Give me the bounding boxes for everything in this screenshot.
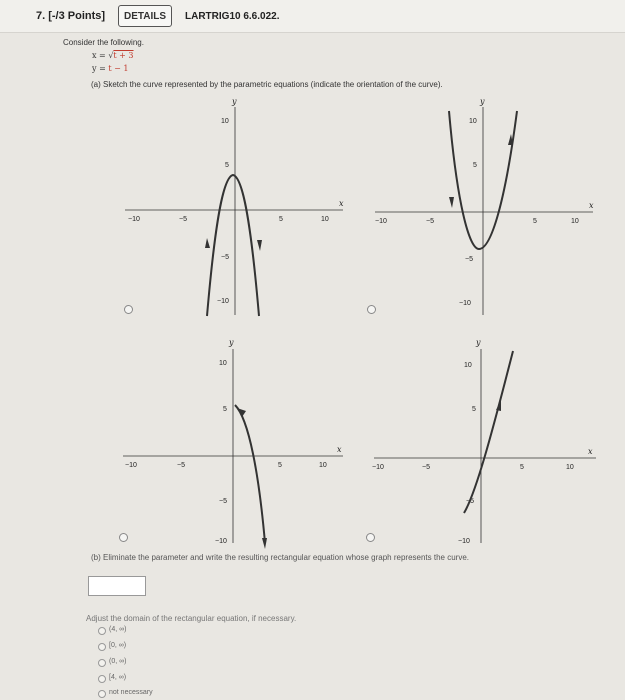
curve-4 [464,351,513,513]
svg-text:−5: −5 [219,498,227,505]
svg-text:10: 10 [464,362,472,369]
question-body [0,33,625,700]
question-header [0,0,625,33]
domain-option-3-label: (0, ∞) [109,658,127,665]
y-axis-label: y [232,97,237,106]
svg-text:−10: −10 [217,298,229,305]
svg-text:−5: −5 [465,256,473,263]
orientation-arrow-up [496,400,501,411]
svg-text:10: 10 [469,118,477,125]
graph-3-radio[interactable] [119,533,128,542]
svg-text:y: y [476,338,481,347]
svg-text:−10: −10 [459,300,471,307]
svg-text:−5: −5 [221,254,229,261]
svg-text:x: x [588,447,593,456]
svg-text:10: 10 [219,360,227,367]
svg-text:−10: −10 [372,464,384,471]
part-b-text: (b) Eliminate the parameter and write the resulting rectangular equation whose graph represents the curve. [91,553,469,562]
svg-text:−10: −10 [128,216,140,223]
svg-text:10: 10 [319,462,327,469]
graph-option-1 [115,93,345,318]
svg-text:−10: −10 [375,218,387,225]
orientation-arrow-end [262,538,267,549]
graph-option-4 [368,333,598,545]
graph-1-radio[interactable] [124,305,133,314]
domain-option-5-label: not necessary [109,689,153,696]
domain-option-1-radio[interactable] [98,627,106,635]
svg-text:10: 10 [221,118,229,125]
orientation-arrow-start [237,408,246,417]
svg-text:5: 5 [225,162,229,169]
svg-text:−10: −10 [458,538,470,545]
svg-text:y: y [480,97,485,106]
svg-text:−5: −5 [177,462,185,469]
svg-text:−10: −10 [215,538,227,545]
svg-text:−5: −5 [426,218,434,225]
svg-text:y: y [229,338,234,347]
graph-option-2 [365,93,595,318]
svg-text:x: x [337,445,342,454]
svg-text:5: 5 [520,464,524,471]
domain-option-3-radio[interactable] [98,659,106,667]
graph-option-3 [115,333,345,545]
problem-id: LARTRIG10 6.6.022. [185,11,280,22]
x-axis-label: x [339,199,344,208]
graph-4-radio[interactable] [366,533,375,542]
domain-prompt: Adjust the domain of the rectangular equation, if necessary. [86,614,297,623]
domain-option-2-label: [0, ∞) [109,642,127,649]
details-button[interactable]: DETAILS [118,5,172,27]
svg-text:5: 5 [278,462,282,469]
svg-text:5: 5 [472,406,476,413]
domain-option-1-label: (4, ∞) [109,626,127,633]
svg-text:5: 5 [473,162,477,169]
curve-3 [235,405,265,543]
question-number: 7. [-/3 Points] [36,10,106,22]
intro-text: Consider the following. [63,38,144,47]
svg-text:−5: −5 [179,216,187,223]
svg-text:5: 5 [223,406,227,413]
curve-1 [207,175,259,316]
equation-y: y = t − 1 [92,64,129,73]
orientation-arrow-up [205,238,210,248]
svg-text:x: x [589,201,594,210]
svg-text:10: 10 [571,218,579,225]
graph-2-radio[interactable] [367,305,376,314]
domain-option-5-radio[interactable] [98,690,106,698]
svg-text:−10: −10 [125,462,137,469]
domain-option-2-radio[interactable] [98,643,106,651]
svg-text:5: 5 [279,216,283,223]
domain-option-4-label: [4, ∞) [109,674,127,681]
svg-text:5: 5 [533,218,537,225]
svg-text:−5: −5 [422,464,430,471]
svg-text:10: 10 [566,464,574,471]
orientation-arrow-down [449,197,454,208]
rectangular-equation-input[interactable] [88,576,146,596]
svg-text:−5: −5 [466,498,474,505]
part-a-text: (a) Sketch the curve represented by the parametric equations (indicate the orientation of the curve). [91,80,443,89]
svg-text:10: 10 [321,216,329,223]
orientation-arrow-down [257,240,262,251]
domain-option-4-radio[interactable] [98,675,106,683]
equation-x: x = √t + 3 [92,51,134,60]
